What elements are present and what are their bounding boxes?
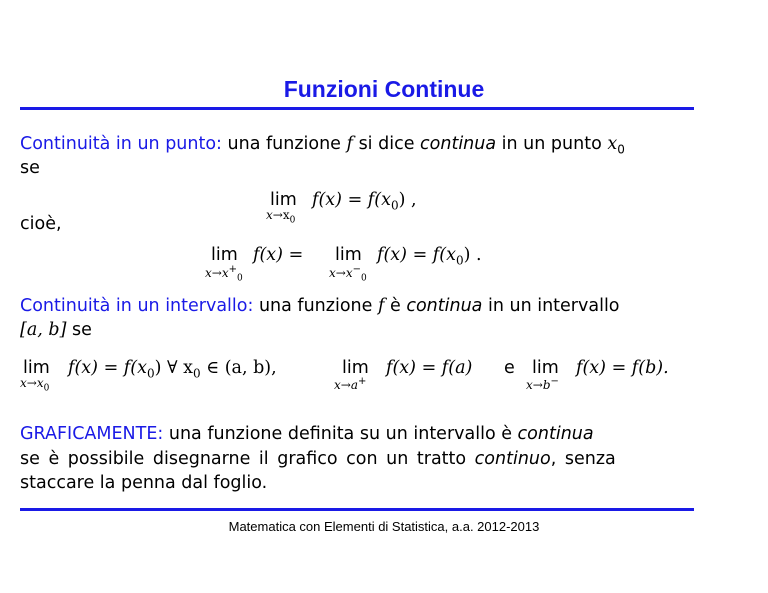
eq2-body-2: $f(x) = f(x_0)$ .	[377, 245, 482, 268]
interval-f: f	[377, 296, 385, 316]
graph-line-1a: una funzione definita su un intervallo è	[163, 424, 518, 444]
eq1-body: $f(x) = f(x_0)$ ,	[312, 190, 417, 213]
slide-footer: Matematica con Elementi di Statistica, a.a. 2012-2013	[228, 519, 540, 534]
graph-line-1	[20, 422, 594, 446]
eq3-under-1: $x\to x_0$	[20, 376, 50, 394]
interval-ab-line	[20, 318, 92, 342]
interval-continua: continua	[406, 296, 483, 316]
graph-line-3: staccare la penna dal foglio.	[20, 473, 268, 493]
point-text-b: si dice	[353, 134, 421, 154]
eq1-lim: lim	[270, 190, 297, 210]
point-definition-line	[20, 132, 625, 162]
eq3-lim-1: lim	[23, 358, 50, 378]
equation-2	[205, 243, 535, 289]
graph-line-2a: se è possibile disegnarne il grafico con un tratto	[20, 449, 475, 469]
cioe-text: cioè,	[20, 214, 62, 234]
eq1-under: $x\to x_0$	[266, 208, 296, 226]
interval-text-b: è	[384, 296, 407, 316]
eq2-lim-right: lim	[335, 245, 362, 265]
interval-se: se	[66, 320, 92, 340]
point-se: se	[20, 158, 40, 178]
graph-line-2	[20, 447, 616, 471]
point-text-a: una funzione	[221, 134, 347, 154]
graph-line-1b: continua	[517, 424, 594, 444]
footer-rule	[20, 508, 694, 511]
eq3-e: e	[504, 358, 515, 378]
point-x0-sub: 0	[617, 142, 625, 157]
point-continua: continua	[420, 134, 497, 154]
point-x0: x	[607, 134, 618, 154]
eq2-under-left: $x\to x^+_0$	[205, 264, 243, 284]
eq2-body-1: f(x) =	[253, 245, 304, 265]
interval-definition-line	[20, 294, 696, 318]
title-rule	[20, 107, 694, 110]
eq2-under-right: $x\to x^-_0$	[329, 264, 367, 284]
slide-title: Funzioni Continue	[283, 76, 485, 102]
eq3-body-1: $f(x) = f(x_0)$ ∀ $x_0$ ∈ (a, b),	[68, 358, 277, 381]
eq3-body-3: f(x) = f(b).	[576, 358, 669, 378]
graph-line-2b: continuo	[474, 449, 551, 469]
point-text-c: in un punto	[496, 134, 608, 154]
graph-heading: GRAFICAMENTE:	[20, 424, 164, 444]
eq3-under-2: x→a+	[334, 376, 367, 392]
eq3-lim-3: lim	[532, 358, 559, 378]
graph-line-2c: , senza	[550, 449, 616, 469]
eq2-lim-left: lim	[211, 245, 238, 265]
interval-text-a: una funzione	[253, 296, 378, 316]
point-f: f	[346, 134, 353, 154]
eq3-body-2: f(x) = f(a)	[386, 358, 473, 378]
point-heading: Continuità in un punto:	[20, 134, 222, 154]
equation-1	[266, 188, 470, 228]
interval-ab: [a, b]	[20, 320, 67, 340]
interval-text-c: in un intervallo	[482, 296, 620, 316]
interval-heading: Continuità in un intervallo:	[20, 296, 254, 316]
eq3-under-3: x→b−	[526, 376, 559, 392]
equation-3	[20, 356, 700, 402]
eq3-lim-2: lim	[342, 358, 369, 378]
